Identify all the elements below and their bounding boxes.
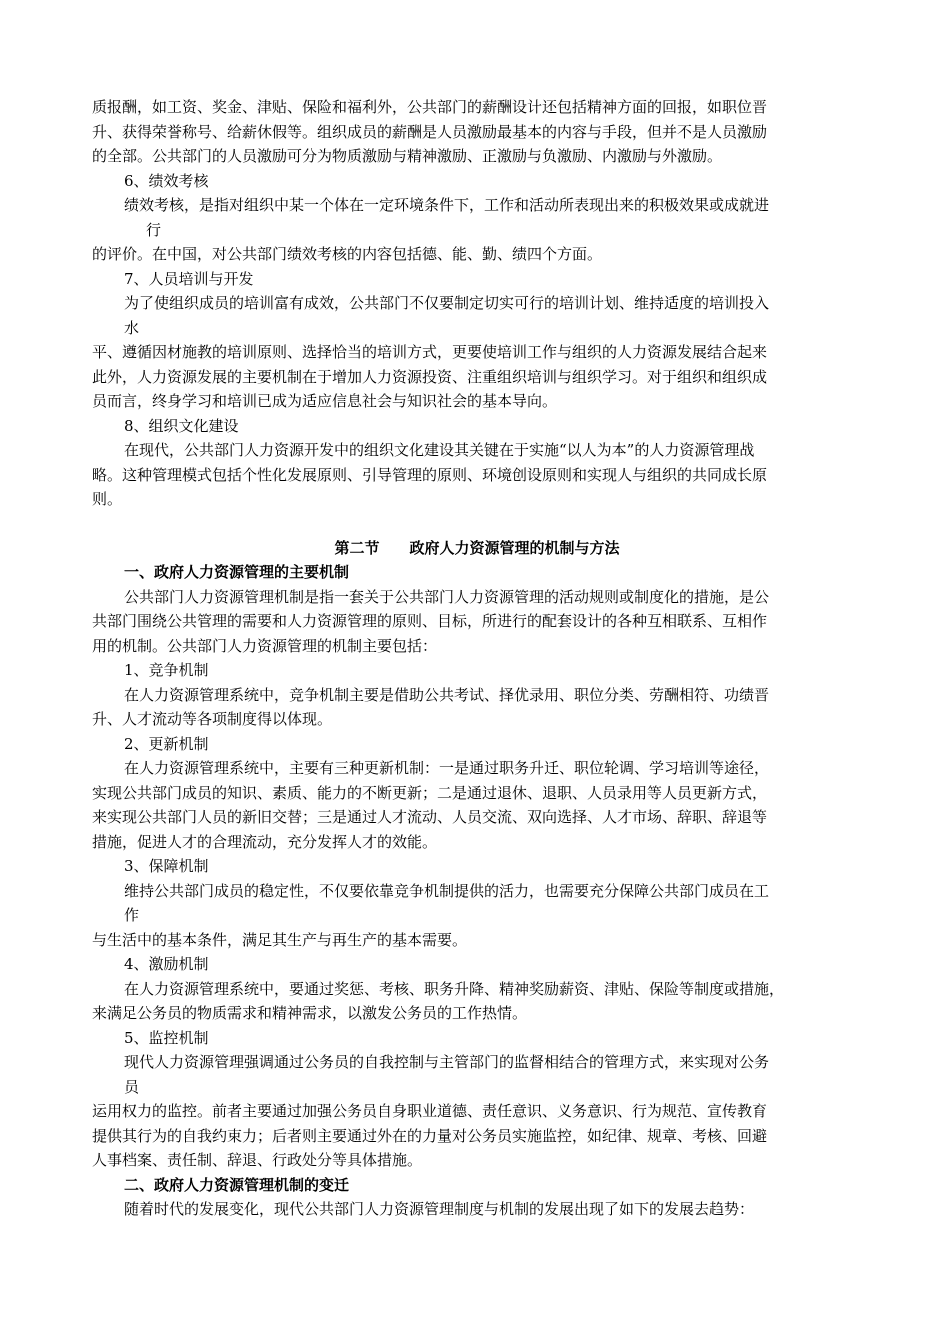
text-line: 员而言，终身学习和培训已成为适应信息社会与知识社会的基本导向。 (92, 392, 558, 410)
text-line: 维持公共部门成员的稳定性，不仅要依靠竞争机制提供的活力，也需要充分保障公共部门成员在工 (124, 881, 770, 900)
document-page (92, 95, 862, 1222)
text-line: 此外，人力资源发展的主要机制在于增加人力资源投资、注重组织培训与组织学习。对于组织和组织成 (92, 367, 768, 386)
text-line: 措施，促进人才的合理流动，充分发挥人才的效能。 (92, 832, 438, 851)
text-line: 随着时代的发展变化，现代公共部门人力资源管理制度与机制的发展出现了如下的发展去趋势： (124, 1200, 755, 1218)
text-line: 6、绩效考核 (124, 171, 209, 190)
text-line: 7、人员培训与开发 (124, 269, 254, 288)
text-line: 5、监控机制 (124, 1028, 209, 1047)
text-line: 绩效考核，是指对组织中某一个体在一定环境条件下，工作和活动所表现出来的积极效果或成就进 (124, 196, 770, 214)
text-line: 在人力资源管理系统中，要通过奖惩、考核、职务升降、精神奖励薪资、津贴、保险等制度或措施， (124, 979, 785, 998)
text-line: 在人力资源管理系统中，主要有三种更新机制：一是通过职务升迁、职位轮调、学习培训等途径， (124, 759, 770, 777)
text-line: 来满足公务员的物质需求和精神需求，以激发公务员的工作热情。 (92, 1004, 528, 1022)
heading-line: 一、政府人力资源管理的主要机制 (124, 563, 350, 581)
text-line: 作 (124, 906, 140, 924)
text-line: 升、获得荣誉称号、给薪休假等。组织成员的薪酬是人员激励最基本的内容与手段，但并不是人员激励 (92, 122, 768, 141)
text-line: 在现代，公共部门人力资源开发中的组织文化建设其关键在于实施“以人为本”的人力资源管理战 (124, 441, 755, 459)
text-line: 来实现公共部门人员的新旧交替；三是通过人才流动、人员交流、双向选择、人才市场、辞职、辞退等 (92, 808, 768, 826)
text-line: 用的机制。公共部门人力资源管理的机制主要包括： (92, 636, 438, 655)
text-line: 8、组织文化建设 (124, 416, 239, 435)
text-line: 现代人力资源管理强调通过公务员的自我控制与主管部门的监督相结合的管理方式，来实现对公务 (124, 1053, 770, 1071)
text-line: 员 (124, 1077, 140, 1096)
text-line: 实现公共部门成员的知识、素质、能力的不断更新；二是通过退休、退职、人员录用等人员更新方式， (92, 783, 768, 802)
text-line: 行 (146, 220, 162, 239)
text-line: 4、激励机制 (124, 955, 209, 973)
text-line: 在人力资源管理系统中，竞争机制主要是借助公共考试、择优录用、职位分类、劳酬相符、功绩晋 (124, 685, 770, 704)
text-line: 1、竞争机制 (124, 661, 209, 679)
text-line: 与生活中的基本条件，满足其生产与再生产的基本需要。 (92, 930, 468, 949)
text-line: 运用权力的监控。前者主要通过加强公务员自身职业道德、责任意识、义务意识、行为规范、宣传教育 (92, 1102, 768, 1120)
text-line: 水 (124, 318, 140, 337)
text-line: 略。这种管理模式包括个性化发展原则、引导管理的原则、环境创设原则和实现人与组织的共同成长原 (92, 465, 768, 484)
text-line: 的评价。在中国，对公共部门绩效考核的内容包括德、能、勤、绩四个方面。 (92, 245, 603, 263)
text-line: 的全部。公共部门的人员激励可分为物质激励与精神激励、正激励与负激励、内激励与外激励。 (92, 147, 723, 165)
text-line: 3、保障机制 (124, 857, 209, 875)
text-line: 公共部门人力资源管理机制是指一套关于公共部门人力资源管理的活动规则或制度化的措施，是公 (124, 587, 770, 606)
text-line: 质报酬，如工资、奖金、津贴、保险和福利外，公共部门的薪酬设计还包括精神方面的回报，如职位晋 (92, 98, 768, 116)
heading-line: 二、政府人力资源管理机制的变迁 (124, 1175, 350, 1194)
text-line: 提供其行为的自我约束力；后者则主要通过外在的力量对公务员实施监控，如纪律、规章、考核、回避 (92, 1126, 768, 1145)
text-line: 平、遵循因材施教的培训原则、选择恰当的培训方式，更要使培训工作与组织的人力资源发展结合起来 (92, 343, 768, 361)
spacer (92, 512, 862, 536)
text-line: 2、更新机制 (124, 734, 209, 753)
text-line: 共部门围绕公共管理的需要和人力资源管理的原则、目标，所进行的配套设计的各种互相联系、互相作 (92, 612, 768, 630)
text-line: 人事档案、责任制、辞退、行政处分等具体措施。 (92, 1151, 423, 1169)
heading-line: 第二节 政府人力资源管理的机制与方法 (334, 538, 620, 557)
text-line: 则。 (92, 490, 123, 508)
text-line: 为了使组织成员的培训富有成效，公共部门不仅要制定切实可行的培训计划、维持适度的培训投入 (124, 294, 770, 312)
text-line: 升、人才流动等各项制度得以体现。 (92, 710, 333, 728)
